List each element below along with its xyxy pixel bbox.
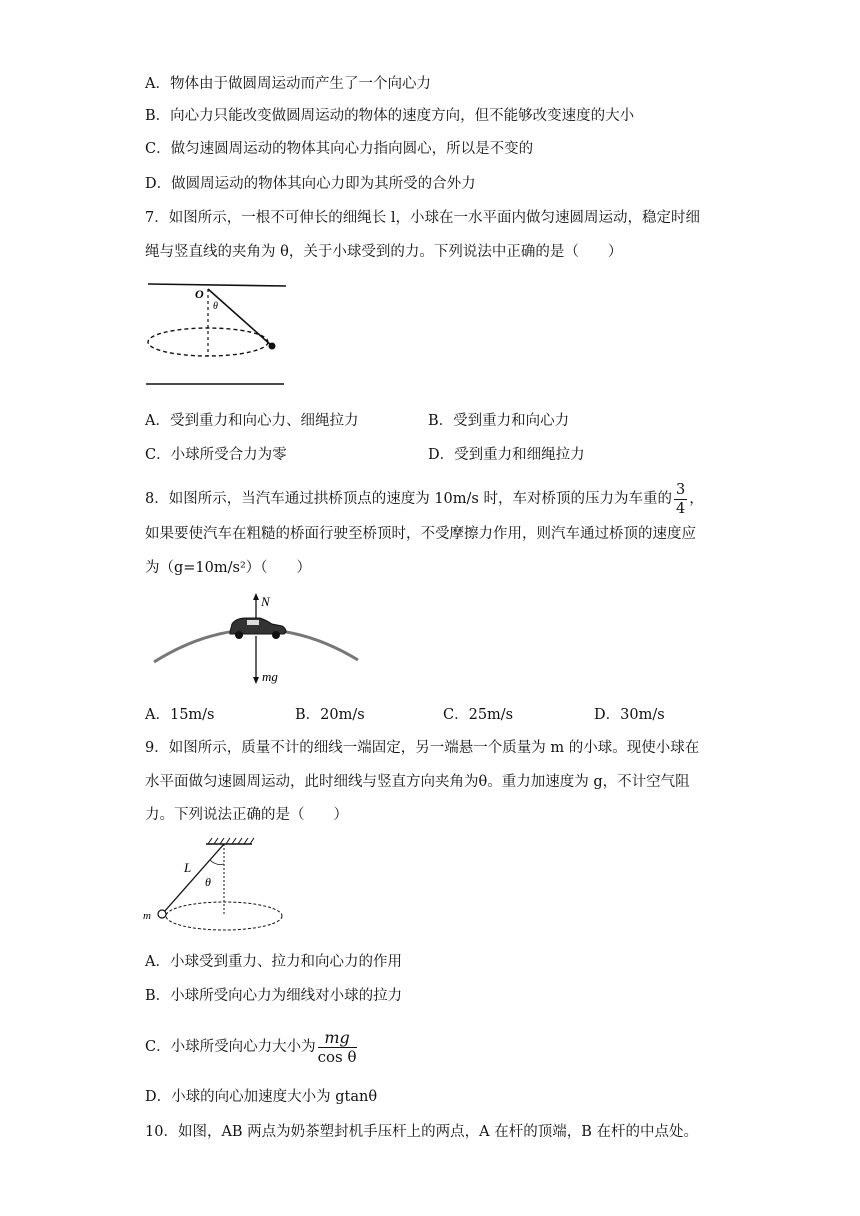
q7-option-b: B．受到重力和向心力 bbox=[428, 413, 570, 429]
q9-option-b: B．小球所受向心力为细线对小球的拉力 bbox=[145, 988, 403, 1004]
q9-option-c bbox=[145, 1022, 359, 1072]
q9-stem-line1: 9．如图所示，质量不计的细线一端固定，另一端悬一个质量为 m 的小球。现使小球在 bbox=[145, 740, 700, 756]
q8-option-c: C．25m/s bbox=[443, 707, 514, 723]
q7-option-c: C．小球所受合力为零 bbox=[145, 447, 287, 463]
q9-figure-m-label: m bbox=[143, 910, 151, 922]
q8-fraction-numerator: 3 bbox=[675, 481, 686, 498]
q9-option-c-denominator: cos θ bbox=[317, 1047, 357, 1066]
q9-option-c-fraction bbox=[318, 1029, 357, 1066]
q6-option-b: B．向心力只能改变做圆周运动的物体的速度方向，但不能够改变速度的大小 bbox=[145, 108, 635, 124]
q8-figure-mg-label: mg bbox=[262, 669, 278, 684]
q8-stem-line3: 为（g=10m/s²）（ ） bbox=[145, 560, 312, 576]
q9-option-c-text: C．小球所受向心力大小为 bbox=[145, 1039, 316, 1055]
q6-option-c: C．做匀速圆周运动的物体其向心力指向圆心，所以是不变的 bbox=[145, 141, 534, 157]
q9-option-c-numerator: mg bbox=[318, 1029, 357, 1048]
q7-figure bbox=[140, 276, 290, 391]
q7-option-a: A．受到重力和向心力、细绳拉力 bbox=[145, 413, 359, 429]
q10-stem-line1: 10．如图，AB 两点为奶茶塑封机手压杆上的两点，A 在杆的顶端，B 在杆的中点处。 bbox=[145, 1124, 699, 1140]
q7-stem-line2: 绳与竖直线的夹角为 θ，关于小球受到的力。下列说法中正确的是（ ） bbox=[145, 244, 623, 260]
q7-figure-theta-label: θ bbox=[213, 301, 218, 312]
q8-option-a: A．15m/s bbox=[145, 707, 215, 723]
q8-option-b: B．20m/s bbox=[295, 707, 365, 723]
q9-figure-l-label: L bbox=[184, 860, 192, 875]
q8-figure-n-label: N bbox=[261, 594, 270, 609]
q7-option-d: D．受到重力和细绳拉力 bbox=[428, 447, 585, 463]
q6-option-a: A．物体由于做圆周运动而产生了一个向心力 bbox=[145, 76, 431, 92]
q9-stem-line2: 水平面做匀速圆周运动，此时细线与竖直方向夹角为θ。重力加速度为 g，不计空气阻 bbox=[145, 774, 690, 790]
q8-figure bbox=[148, 590, 363, 690]
q6-option-d: D．做圆周运动的物体其向心力即为其所受的合外力 bbox=[145, 176, 476, 192]
q8-stem-comma: ， bbox=[689, 491, 704, 507]
q8-fraction-denominator: 4 bbox=[675, 500, 686, 517]
q9-option-d: D．小球的向心加速度大小为 gtanθ bbox=[145, 1089, 378, 1105]
q8-stem-text: 8．如图所示，当汽车通过拱桥顶点的速度为 10m/s 时，车对桥顶的压力为车重的 bbox=[145, 491, 672, 507]
q9-figure-theta-label: θ bbox=[205, 875, 211, 889]
q8-fraction bbox=[674, 481, 687, 518]
q8-stem-line2: 如果要使汽车在粗糙的桥面行驶至桥顶时，不受摩擦力作用，则汽车通过桥顶的速度应 bbox=[145, 526, 696, 542]
q8-option-d: D．30m/s bbox=[594, 707, 665, 723]
q7-stem-line1: 7．如图所示，一根不可伸长的细绳长 l，小球在一水平面内做匀速圆周运动，稳定时细 bbox=[145, 210, 700, 226]
q9-figure bbox=[140, 836, 290, 936]
q7-figure-o-label: O bbox=[195, 287, 204, 301]
q9-stem-line3: 力。下列说法正确的是（ ） bbox=[145, 807, 348, 823]
q8-stem-line1 bbox=[145, 470, 704, 528]
q9-option-a: A．小球受到重力、拉力和向心力的作用 bbox=[145, 954, 402, 970]
